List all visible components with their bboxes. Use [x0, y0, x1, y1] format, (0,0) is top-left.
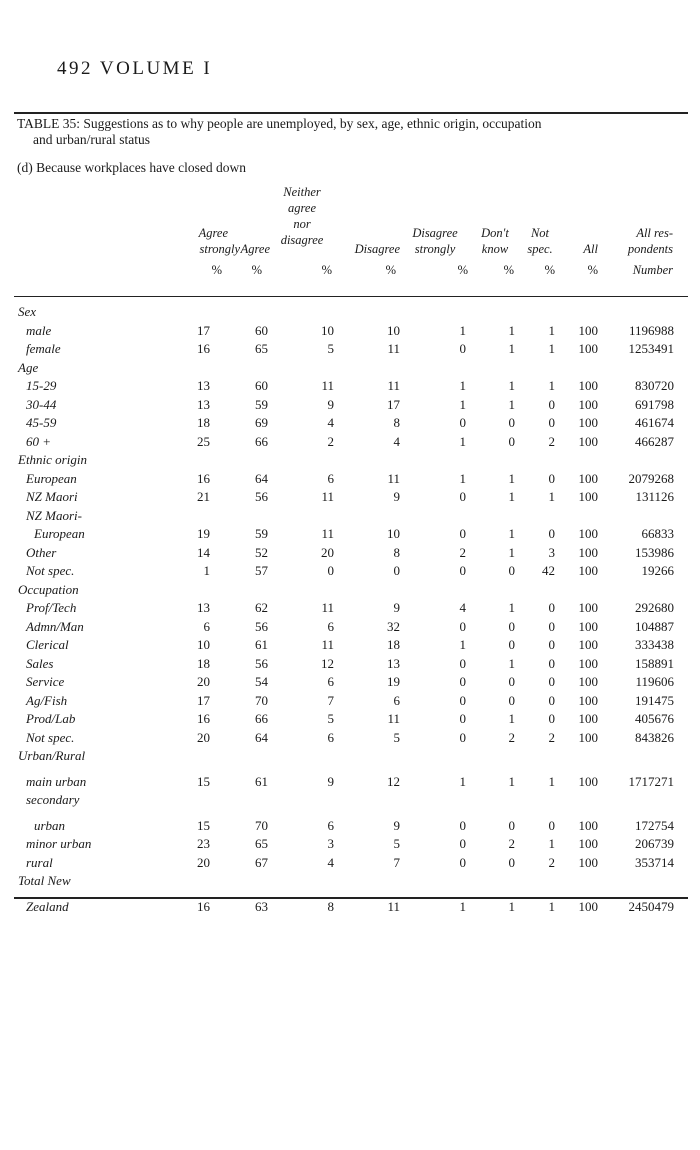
cell-dont-know: 1 [508, 489, 515, 504]
row-label: male [26, 322, 52, 338]
cell-all-respondents: 405676 [635, 711, 674, 726]
cell-neither: 11 [321, 526, 334, 541]
cell-disagree: 12 [387, 773, 400, 789]
cell-all-respondents: 104887 [635, 618, 674, 634]
cell-not-spec: 2 [548, 854, 555, 870]
row-label: European [34, 526, 85, 541]
cell-all-respondents: 353714 [635, 854, 674, 870]
cell-dont-know: 0 [508, 692, 515, 708]
cell-agree: 63 [255, 898, 268, 914]
cell-disagree: 9 [393, 600, 400, 615]
cell-disagree: 18 [387, 637, 400, 652]
cell-all-respondents: 119606 [635, 674, 674, 689]
caption-line-2: and urban/rural status [33, 132, 150, 147]
caption-line-1: TABLE 35: Suggestions as to why people are unemployed, by sex, age, ethnic origin, occupation [17, 116, 542, 131]
row-label: Clerical [26, 637, 69, 652]
row-label: 60 + [26, 433, 52, 449]
header-neither: Neither agree nor disagree [280, 185, 324, 247]
cell-disagree-strongly: 1 [459, 773, 466, 789]
unit-agree: % [251, 263, 262, 277]
cell-neither: 9 [327, 396, 334, 412]
cell-all: 100 [578, 618, 598, 634]
row-label: European [26, 470, 77, 486]
cell-disagree-strongly: 0 [459, 817, 466, 833]
cell-not-spec: 0 [548, 470, 555, 486]
cell-not-spec: 0 [548, 655, 555, 671]
cell-agree: 59 [255, 396, 268, 412]
row-label: 30-44 [26, 396, 57, 412]
cell-dont-know: 1 [508, 600, 515, 615]
cell-neither: 10 [321, 322, 334, 338]
cell-agree-strongly: 16 [197, 470, 210, 486]
cell-agree-strongly: 25 [197, 433, 210, 449]
cell-all: 100 [578, 711, 598, 726]
table-subcaption: (d) Because workplaces have closed down [17, 160, 247, 175]
cell-agree: 64 [255, 729, 268, 745]
row-label: 15-29 [26, 378, 57, 393]
cell-dont-know: 1 [508, 526, 515, 541]
cell-disagree: 9 [393, 817, 400, 833]
cell-all-respondents: 172754 [635, 817, 674, 833]
cell-neither: 6 [327, 674, 334, 689]
cell-neither: 11 [321, 489, 334, 504]
cell-all: 100 [578, 692, 598, 708]
cell-disagree: 11 [387, 898, 400, 914]
cell-neither: 0 [327, 563, 334, 578]
cell-dont-know: 1 [508, 322, 515, 338]
row-label: urban [34, 817, 66, 833]
row-label: Prof/Tech [26, 600, 77, 615]
row-section-label: Ethnic origin [18, 452, 87, 467]
cell-not-spec: 0 [548, 817, 555, 833]
cell-agree-strongly: 21 [197, 489, 210, 504]
cell-all: 100 [578, 433, 598, 449]
cell-neither: 11 [321, 378, 334, 393]
cell-neither: 4 [327, 854, 334, 870]
cell-dont-know: 0 [508, 433, 515, 449]
cell-disagree-strongly: 0 [459, 836, 466, 851]
cell-agree-strongly: 13 [197, 378, 210, 393]
cell-agree-strongly: 20 [197, 674, 210, 689]
cell-neither: 8 [327, 898, 334, 914]
cell-disagree-strongly: 0 [459, 526, 466, 541]
cell-agree-strongly: 15 [197, 817, 210, 833]
cell-all: 100 [578, 674, 598, 689]
cell-all: 100 [578, 563, 598, 578]
cell-disagree: 8 [393, 415, 400, 430]
cell-agree: 67 [255, 854, 268, 870]
cell-all-respondents: 461674 [635, 415, 674, 430]
cell-disagree-strongly: 1 [459, 396, 466, 412]
cell-agree-strongly: 13 [197, 396, 210, 412]
row-label: Prod/Lab [26, 711, 76, 726]
cell-all-respondents: 191475 [635, 692, 674, 708]
cell-dont-know: 0 [508, 563, 515, 578]
cell-neither: 11 [321, 600, 334, 615]
cell-neither: 6 [327, 618, 334, 634]
cell-not-spec: 0 [548, 637, 555, 652]
cell-dont-know: 2 [508, 836, 515, 851]
cell-all-respondents: 830720 [635, 378, 674, 393]
cell-all: 100 [578, 341, 598, 356]
unit-not-spec: % [544, 263, 555, 277]
cell-disagree-strongly: 0 [459, 341, 466, 356]
cell-all: 100 [578, 526, 598, 541]
cell-neither: 12 [321, 655, 334, 671]
cell-agree: 66 [255, 433, 268, 449]
cell-not-spec: 1 [548, 898, 555, 914]
cell-neither: 2 [327, 433, 334, 449]
cell-disagree-strongly: 0 [459, 618, 466, 634]
cell-agree: 64 [255, 470, 268, 486]
cell-not-spec: 0 [548, 415, 555, 430]
row-label: Not spec. [26, 563, 75, 578]
cell-all: 100 [578, 817, 598, 833]
cell-disagree-strongly: 0 [459, 563, 466, 578]
cell-all-respondents: 333438 [635, 637, 674, 652]
cell-dont-know: 0 [508, 854, 515, 870]
cell-neither: 7 [327, 692, 334, 708]
cell-agree-strongly: 20 [197, 729, 210, 745]
row-label: Service [26, 674, 65, 689]
cell-agree-strongly: 17 [197, 322, 210, 338]
cell-dont-know: 1 [508, 544, 515, 560]
cell-not-spec: 3 [548, 544, 555, 560]
cell-all: 100 [578, 854, 598, 870]
cell-disagree: 8 [393, 544, 400, 560]
row-section-label: Occupation [18, 581, 79, 597]
cell-disagree-strongly: 1 [459, 322, 466, 338]
cell-disagree: 0 [393, 563, 400, 578]
cell-not-spec: 0 [548, 526, 555, 541]
cell-disagree-strongly: 0 [459, 854, 466, 870]
row-label: Other [26, 544, 57, 560]
bottom-rule [14, 897, 688, 899]
cell-disagree: 13 [387, 655, 400, 671]
cell-not-spec: 1 [548, 341, 555, 356]
row-section-label: Age [18, 359, 39, 375]
cell-agree: 69 [255, 415, 268, 430]
unit-disagree: % [385, 263, 396, 277]
unit-agree-strongly: % [211, 263, 222, 277]
cell-agree-strongly: 16 [197, 711, 210, 726]
cell-all-respondents: 153986 [635, 544, 674, 560]
cell-agree: 61 [255, 637, 268, 652]
cell-disagree: 10 [387, 526, 400, 541]
row-label: Admn/Man [26, 618, 84, 634]
cell-all: 100 [578, 378, 598, 393]
cell-agree: 60 [255, 378, 268, 393]
cell-agree-strongly: 14 [197, 544, 210, 560]
cell-not-spec: 1 [548, 489, 555, 504]
cell-not-spec: 42 [542, 563, 555, 578]
row-label: female [26, 341, 61, 356]
cell-not-spec: 0 [548, 692, 555, 708]
cell-disagree-strongly: 0 [459, 711, 466, 726]
cell-neither: 6 [327, 729, 334, 745]
cell-disagree-strongly: 0 [459, 674, 466, 689]
unit-disagree-strongly: % [457, 263, 468, 277]
cell-agree: 56 [255, 655, 268, 671]
cell-all: 100 [578, 600, 598, 615]
cell-disagree: 32 [387, 618, 400, 634]
cell-disagree: 19 [387, 674, 400, 689]
cell-not-spec: 1 [548, 836, 555, 851]
cell-disagree-strongly: 4 [459, 600, 466, 615]
row-label: 45-59 [26, 415, 57, 430]
cell-agree: 65 [255, 341, 268, 356]
cell-dont-know: 0 [508, 415, 515, 430]
cell-disagree: 6 [393, 692, 400, 708]
cell-agree: 70 [255, 692, 268, 708]
cell-disagree: 10 [387, 322, 400, 338]
cell-dont-know: 1 [508, 341, 515, 356]
cell-disagree-strongly: 0 [459, 655, 466, 671]
unit-all: % [587, 263, 598, 277]
cell-disagree-strongly: 1 [459, 470, 466, 486]
cell-all: 100 [578, 655, 598, 671]
cell-dont-know: 1 [508, 470, 515, 486]
cell-neither: 9 [327, 773, 334, 789]
row-label: Ag/Fish [26, 692, 68, 708]
cell-disagree: 5 [393, 729, 400, 745]
cell-neither: 11 [321, 637, 334, 652]
cell-agree-strongly: 10 [197, 637, 210, 652]
cell-neither: 5 [327, 341, 334, 356]
row-label: minor urban [26, 836, 92, 851]
cell-all-respondents: 1253491 [628, 341, 674, 356]
cell-neither: 6 [327, 817, 334, 833]
cell-disagree-strongly: 0 [459, 692, 466, 708]
header-agree: Agree [240, 242, 270, 256]
cell-all: 100 [578, 773, 598, 789]
cell-disagree: 7 [393, 854, 400, 870]
row-label: NZ Maori- [26, 507, 82, 523]
cell-dont-know: 0 [508, 674, 515, 689]
cell-disagree-strongly: 0 [459, 729, 466, 745]
cell-agree-strongly: 1 [203, 563, 210, 578]
header-not-spec: Not spec. [527, 226, 553, 256]
cell-agree: 52 [255, 544, 268, 560]
header-disagree: Disagree [354, 242, 400, 256]
cell-all: 100 [578, 898, 598, 914]
running-head: 492 VOLUME I [57, 58, 213, 79]
header-disagree-strongly: Disagree strongly [412, 226, 458, 256]
cell-disagree-strongly: 2 [459, 544, 466, 560]
row-section-label: Sex [18, 304, 37, 319]
cell-disagree: 11 [387, 470, 400, 486]
cell-all-respondents: 66833 [641, 526, 674, 541]
header-agree-strongly: Agree strongly [198, 226, 240, 256]
cell-agree-strongly: 15 [197, 773, 210, 789]
cell-agree-strongly: 20 [197, 854, 210, 870]
cell-not-spec: 1 [548, 773, 555, 789]
cell-all-respondents: 2450479 [628, 898, 674, 914]
cell-disagree: 11 [387, 711, 400, 726]
cell-not-spec: 2 [548, 729, 555, 745]
cell-agree-strongly: 17 [197, 692, 210, 708]
cell-agree-strongly: 23 [197, 836, 210, 851]
cell-neither: 5 [327, 711, 334, 726]
cell-not-spec: 1 [548, 322, 555, 338]
cell-disagree: 5 [393, 836, 400, 851]
row-label: Not spec. [26, 729, 75, 745]
cell-agree-strongly: 13 [197, 600, 210, 615]
cell-not-spec: 2 [548, 433, 555, 449]
cell-agree-strongly: 16 [197, 898, 210, 914]
cell-all-respondents: 1717271 [628, 773, 674, 789]
cell-agree: 56 [255, 489, 268, 504]
cell-neither: 6 [327, 470, 334, 486]
cell-disagree-strongly: 1 [459, 433, 466, 449]
cell-disagree: 17 [387, 396, 400, 412]
cell-all: 100 [578, 836, 598, 851]
cell-all: 100 [578, 637, 598, 652]
cell-agree: 62 [255, 600, 268, 615]
cell-dont-know: 0 [508, 637, 515, 652]
cell-disagree-strongly: 1 [459, 378, 466, 393]
cell-all: 100 [578, 489, 598, 504]
cell-dont-know: 1 [508, 898, 515, 914]
cell-agree-strongly: 6 [203, 618, 210, 634]
cell-agree-strongly: 18 [197, 415, 210, 430]
cell-agree: 59 [255, 526, 268, 541]
cell-disagree-strongly: 1 [459, 637, 466, 652]
cell-agree: 61 [255, 773, 268, 789]
cell-agree: 65 [255, 836, 268, 851]
cell-not-spec: 0 [548, 618, 555, 634]
cell-dont-know: 1 [508, 655, 515, 671]
unit-dont-know: % [503, 263, 514, 277]
header-dont-know: Don't know [481, 226, 509, 256]
cell-all-respondents: 1196988 [628, 322, 674, 338]
cell-not-spec: 0 [548, 674, 555, 689]
row-section-label: Urban/Rural [18, 748, 86, 763]
cell-disagree: 11 [387, 341, 400, 356]
cell-all-respondents: 2079268 [628, 470, 674, 486]
cell-all-respondents: 131126 [635, 489, 674, 504]
row-label: rural [26, 854, 53, 870]
cell-dont-know: 2 [508, 729, 515, 745]
unit-all-respondents: Number [632, 263, 673, 277]
cell-agree: 57 [255, 563, 268, 578]
cell-all-respondents: 206739 [635, 836, 674, 851]
cell-dont-know: 1 [508, 773, 515, 789]
cell-agree: 70 [255, 817, 268, 833]
cell-neither: 4 [327, 415, 334, 430]
row-section-label: Total New [18, 873, 71, 888]
cell-dont-know: 1 [508, 396, 515, 412]
cell-dont-know: 0 [508, 817, 515, 833]
cell-all-respondents: 466287 [635, 433, 674, 449]
cell-disagree: 9 [393, 489, 400, 504]
cell-agree-strongly: 16 [197, 341, 210, 356]
row-label: secondary [26, 792, 80, 807]
cell-agree: 54 [255, 674, 268, 689]
cell-all: 100 [578, 729, 598, 745]
cell-all-respondents: 158891 [635, 655, 674, 671]
cell-not-spec: 0 [548, 711, 555, 726]
row-label: Zealand [26, 898, 69, 914]
cell-dont-know: 1 [508, 711, 515, 726]
cell-neither: 20 [321, 544, 334, 560]
cell-not-spec: 0 [548, 600, 555, 615]
cell-all-respondents: 843826 [635, 729, 674, 745]
cell-all: 100 [578, 322, 598, 338]
cell-all: 100 [578, 396, 598, 412]
cell-all: 100 [578, 470, 598, 486]
row-label: NZ Maori [26, 489, 78, 504]
header-all-respondents: All res- pondents [627, 226, 673, 256]
cell-agree: 60 [255, 322, 268, 338]
cell-disagree-strongly: 1 [459, 898, 466, 914]
cell-not-spec: 0 [548, 396, 555, 412]
cell-neither: 3 [327, 836, 334, 851]
row-label: main urban [26, 773, 87, 789]
cell-disagree: 11 [387, 378, 400, 393]
unit-neither: % [321, 263, 332, 277]
cell-all-respondents: 292680 [635, 600, 674, 615]
cell-all: 100 [578, 415, 598, 430]
cell-agree-strongly: 19 [197, 526, 210, 541]
cell-agree: 66 [255, 711, 268, 726]
cell-all-respondents: 19266 [641, 563, 674, 578]
cell-disagree-strongly: 0 [459, 489, 466, 504]
cell-dont-know: 1 [508, 378, 515, 393]
cell-all-respondents: 691798 [635, 396, 674, 412]
cell-not-spec: 1 [548, 378, 555, 393]
cell-agree: 56 [255, 618, 268, 634]
cell-agree-strongly: 18 [197, 655, 210, 671]
cell-dont-know: 0 [508, 618, 515, 634]
row-label: Sales [26, 655, 54, 671]
cell-all: 100 [578, 544, 598, 560]
cell-disagree: 4 [393, 433, 400, 449]
cell-disagree-strongly: 0 [459, 415, 466, 430]
header-all: All [583, 242, 598, 256]
